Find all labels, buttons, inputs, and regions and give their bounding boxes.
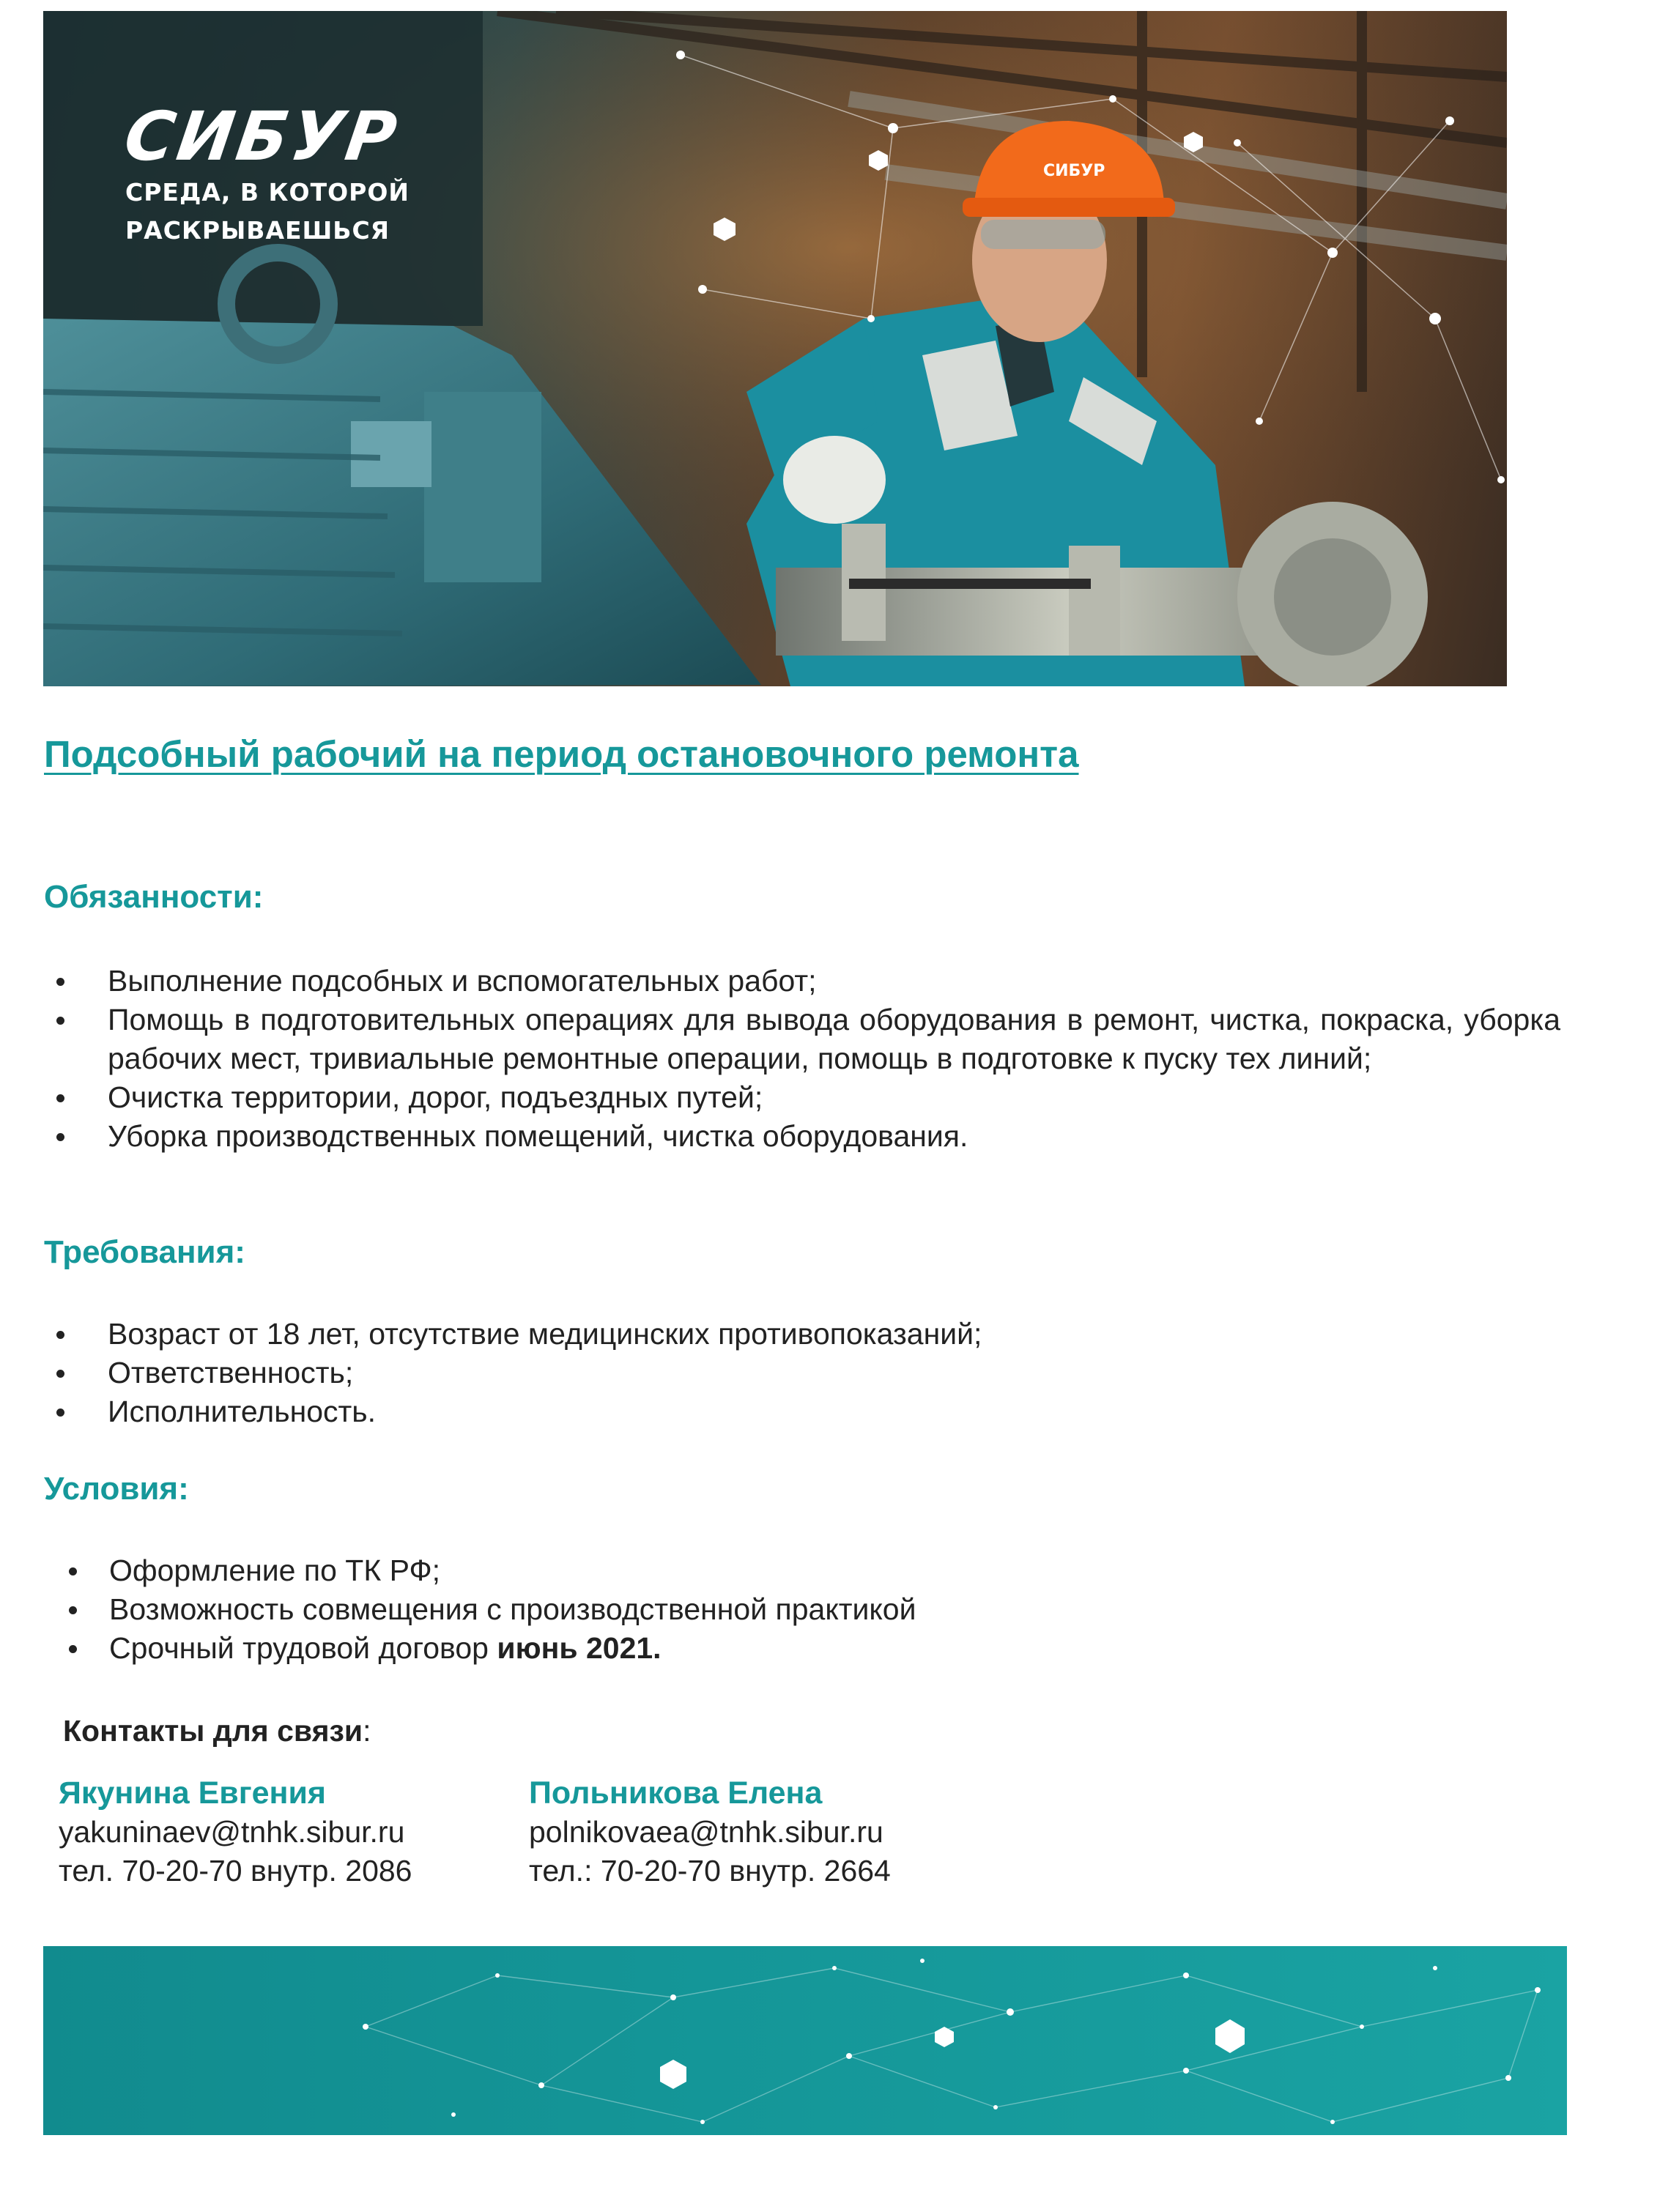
list-item: Выполнение подсобных и вспомогательных работ; [44,962,1560,1001]
list-item: Возраст от 18 лет, отсутствие медицинских противопоказаний; [44,1315,1509,1354]
tagline-line-1: СРЕДА, В КОТОРОЙ [125,178,410,207]
requirements-list [44,1315,1509,1431]
list-item: Ответственность; [44,1354,1509,1392]
list-item: Оформление по ТК РФ; [44,1551,1509,1590]
list-item: Помощь в подготовительных операциях для вывода оборудования в ремонт, чистка, покраска, уборка рабочих мест, тривиальные ремонтные операции, помощь в подготовке к пуску тех линий; [44,1001,1560,1078]
contact-phone: тел. 70-20-70 внутр. 2086 [59,1854,412,1888]
list-item: Исполнительность. [44,1392,1509,1431]
network-pattern-graphic [43,1946,1567,2135]
hero-banner [43,11,1507,686]
footer-decoration [43,1946,1567,2135]
list-item: Возможность совмещения с производственной практикой [44,1590,1509,1629]
duties-heading: Обязанности: [44,879,264,915]
conditions-heading: Условия: [44,1471,189,1507]
list-item: Уборка производственных помещений, чистка оборудования. [44,1117,1560,1156]
tagline-line-2: РАСКРЫВАЕШЬСЯ [125,216,390,245]
contact-email-link[interactable]: yakuninaev@tnhk.sibur.ru [59,1815,405,1849]
contract-text: Срочный трудовой договор [109,1631,497,1665]
sibur-logo: СИБУР [119,97,404,176]
contact-name: Польникова Елена [529,1775,823,1811]
contact-phone: тел.: 70-20-70 внутр. 2664 [529,1854,891,1888]
duties-list [44,962,1560,1156]
helmet-label: СИБУР [1043,162,1105,180]
contacts-title-colon: : [363,1714,371,1748]
contact-email-link[interactable]: polnikovaea@tnhk.sibur.ru [529,1815,883,1849]
contract-date: июнь 2021. [497,1631,662,1665]
contact-card-1 [59,1774,412,1890]
contacts-title [63,1714,371,1748]
list-item: Очистка территории, дорог, подъездных путей; [44,1078,1560,1117]
contact-name: Якунина Евгения [59,1775,327,1811]
list-item [44,1629,1509,1668]
conditions-list [44,1551,1509,1668]
job-title-link[interactable]: Подсобный рабочий на период остановочного ремонта [44,733,1079,775]
banner-tagline [125,174,410,250]
contacts-title-text: Контакты для связи [63,1714,363,1748]
requirements-heading: Требования: [44,1234,245,1270]
contact-card-2 [529,1774,891,1890]
